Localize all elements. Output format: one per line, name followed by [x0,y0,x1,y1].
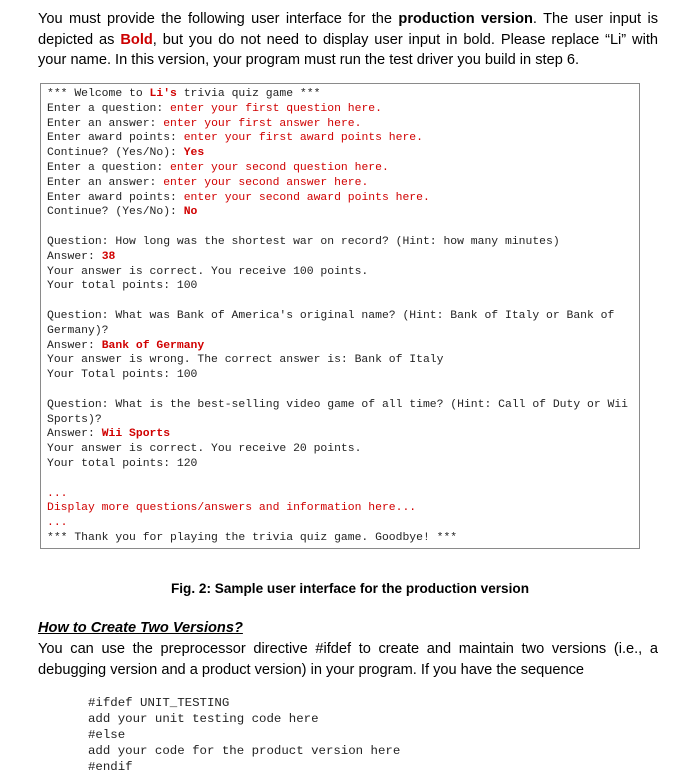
total-1: Your total points: 100 [47,280,198,293]
console-line: Enter award points: enter your second award points here. [47,191,430,204]
code-block [88,695,400,775]
result-1: Your answer is correct. You receive 100 points. [47,265,369,278]
console-line: Continue? (Yes/No): No [47,206,198,219]
figure-caption: Fig. 2: Sample user interface for the production version [170,581,530,596]
ellipsis-line: ... [47,487,68,500]
console-line: Enter an answer: enter your second answer here. [47,176,369,189]
body-paragraph: You can use the preprocessor directive #ifdef to create and maintain two versions (i.e., a debugging version and a product version) in your program. If you have the sequence [38,641,658,678]
console-line: Enter an answer: enter your first answer here. [47,117,362,130]
more-info-line: Display more questions/answers and information here... [47,502,417,515]
intro-paragraph [38,9,658,71]
code-line: #else [88,728,126,742]
section-heading: How to Create Two Versions? [38,620,243,636]
code-line: add your code for the product version here [88,744,401,758]
intro-text-3: , but you do not need to display user input in bold. Please replace “Li” with your name. In this version, your program must run the test driver you build in step 6. [38,31,658,68]
intro-bold-production: production version [398,11,533,27]
goodbye-line: *** Thank you for playing the trivia quiz game. Goodbye! *** [47,531,458,544]
console-box [40,83,640,549]
console-output [47,87,637,546]
intro-bold-red: Bold [120,31,153,48]
ellipsis-line: ... [47,517,68,530]
answer-1: Answer: 38 [47,250,116,263]
console-line: Enter a question: enter your second question here. [47,161,389,174]
console-line: Enter award points: enter your first award points here. [47,132,423,145]
question-3: Question: What is the best-selling video game of all time? (Hint: Call of Duty or Wii Sports)? [47,398,635,426]
code-line: #ifdef UNIT_TESTING [88,696,230,710]
code-line: add your unit testing code here [88,712,319,726]
answer-3: Answer: Wii Sports [47,428,171,441]
question-1: Question: How long was the shortest war on record? (Hint: how many minutes) [47,235,560,248]
result-2: Your answer is wrong. The correct answer is: Bank of Italy [47,354,444,367]
code-line: #endif [88,760,133,774]
total-2: Your Total points: 100 [47,369,198,382]
result-3: Your answer is correct. You receive 20 points. [47,443,362,456]
question-2: Question: What was Bank of America's original name? (Hint: Bank of Italy or Bank of Germany)? [47,309,622,337]
welcome-line: *** Welcome to Li's trivia quiz game *** [47,88,321,100]
intro-text-2: . The user input is depicted as [38,11,659,48]
console-line: Enter a question: enter your first question here. [47,102,382,115]
total-3: Your total points: 120 [47,457,198,470]
answer-2: Answer: Bank of Germany [47,339,205,352]
console-line: Continue? (Yes/No): Yes [47,147,205,160]
intro-text-1: You must provide the following user interface for the [38,11,399,27]
